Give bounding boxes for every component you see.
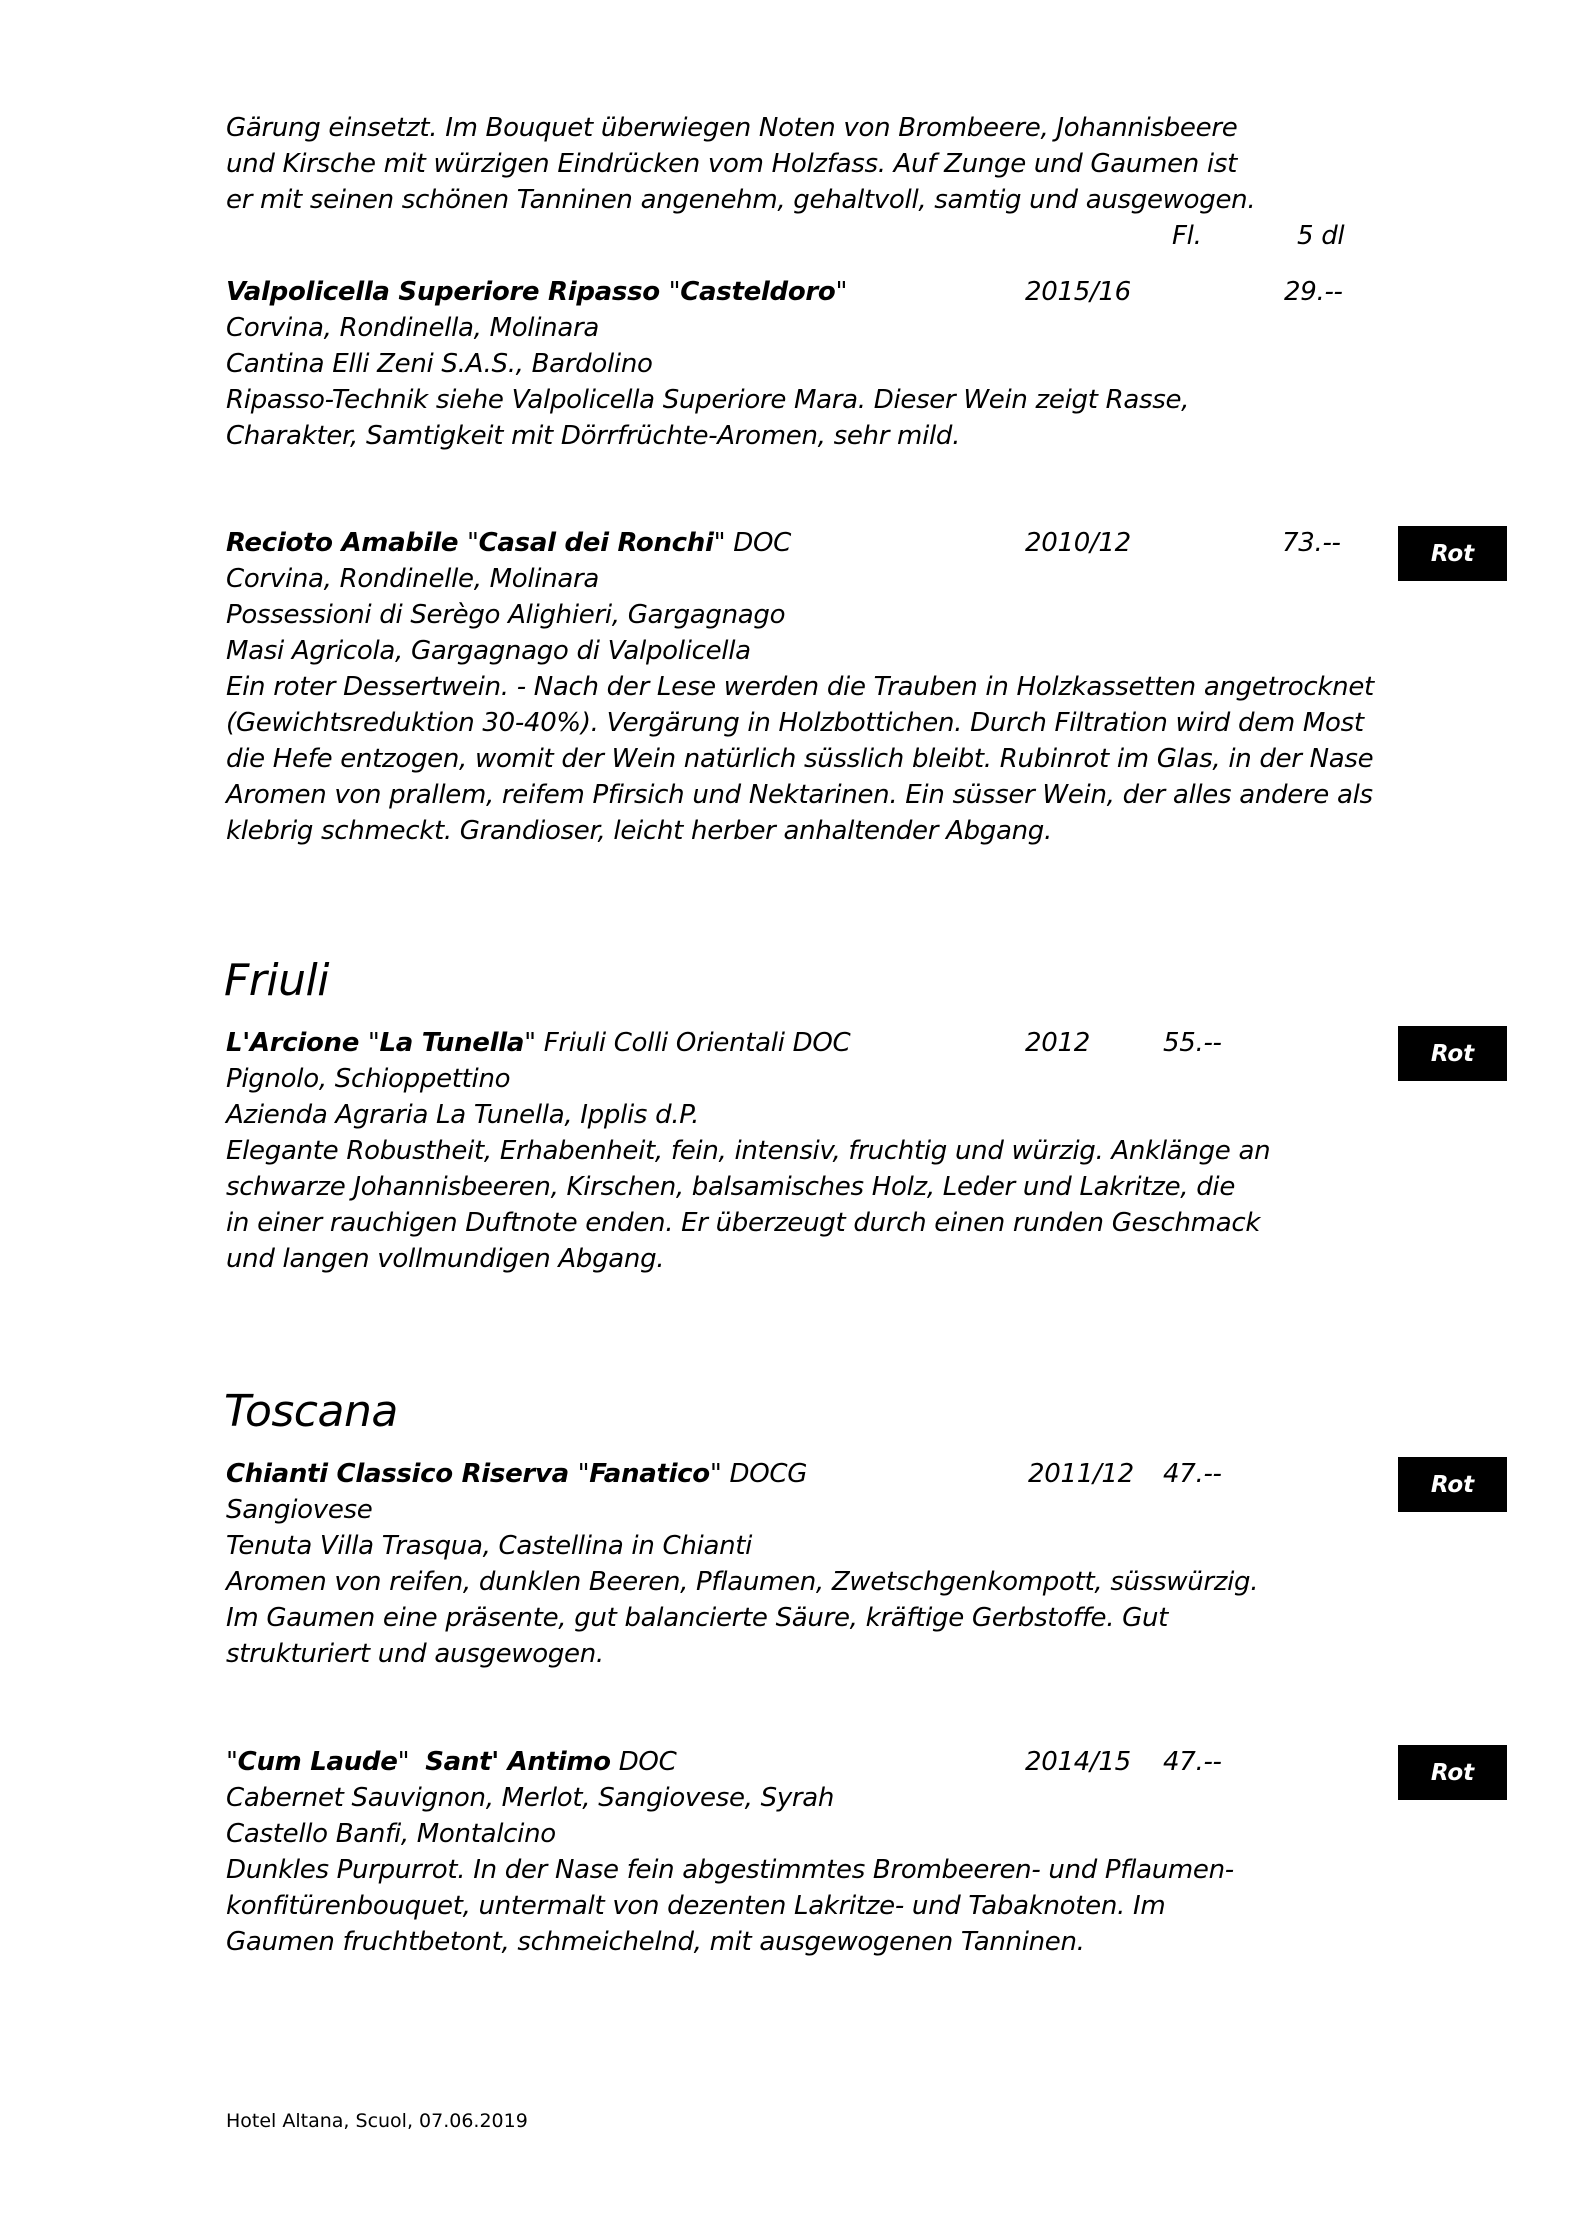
wine-year: 2010/12 [1025, 528, 1131, 558]
wine-grapes: Cabernet Sauvignon, Merlot, Sangiovese, Syrah [226, 1783, 835, 1813]
column-header-5dl: 5 dl [1297, 221, 1345, 251]
wine-name: Recioto Amabile "Casal dei Ronchi" DOC [226, 528, 791, 558]
wine-line: Dunkles Purpurrot. In der Nase fein abgestimmtes Brombeeren- und Pflaumen- [226, 1855, 1234, 1885]
text-line: er mit seinen schönen Tanninen angenehm, gehaltvoll, samtig und ausgewogen. [226, 185, 1256, 215]
wine-entry-arcione [226, 1025, 1270, 1277]
wine-color-badge: Rot [1398, 1457, 1507, 1512]
text-line: Gärung einsetzt. Im Bouquet überwiegen Noten von Brombeere, Johannisbeere [226, 113, 1238, 143]
wine-line: Possessioni di Serègo Alighieri, Gargagnago [226, 600, 786, 630]
region-heading-toscana: Toscana [224, 1386, 398, 1437]
page-footer: Hotel Altana, Scuol, 07.06.2019 [226, 2110, 528, 2132]
region-heading-friuli: Friuli [224, 955, 329, 1006]
wine-name: Valpolicella Superiore Ripasso "Casteldoro" [226, 277, 848, 307]
wine-line: und langen vollmundigen Abgang. [226, 1244, 665, 1274]
text-line: und Kirsche mit würzigen Eindrücken vom Holzfass. Auf Zunge und Gaumen ist [226, 149, 1237, 179]
wine-line: Im Gaumen eine präsente, gut balancierte Säure, kräftige Gerbstoffe. Gut [226, 1603, 1169, 1633]
wine-line: Ripasso-Technik siehe Valpolicella Superiore Mara. Dieser Wein zeigt Rasse, [226, 385, 1190, 415]
wine-line: strukturiert und ausgewogen. [226, 1639, 604, 1669]
wine-line: Gaumen fruchtbetont, schmeichelnd, mit ausgewogenen Tanninen. [226, 1927, 1085, 1957]
wine-line: Charakter, Samtigkeit mit Dörrfrüchte-Aromen, sehr mild. [226, 421, 961, 451]
wine-line: schwarze Johannisbeeren, Kirschen, balsamisches Holz, Leder und Lakritze, die [226, 1172, 1236, 1202]
wine-price-bottle: 47.-- [1163, 1459, 1222, 1489]
wine-line: Aromen von reifen, dunklen Beeren, Pflaumen, Zwetschgenkompott, süsswürzig. [226, 1567, 1259, 1597]
wine-line: in einer rauchigen Duftnote enden. Er überzeugt durch einen runden Geschmack [226, 1208, 1261, 1238]
wine-line: Aromen von prallem, reifem Pfirsich und Nektarinen. Ein süsser Wein, der alles andere als [226, 780, 1373, 810]
wine-year: 2015/16 [1025, 277, 1131, 307]
wine-line: Elegante Robustheit, Erhabenheit, fein, intensiv, fruchtig und würzig. Anklänge an [226, 1136, 1271, 1166]
wine-price-bottle: 55.-- [1163, 1028, 1222, 1058]
wine-price-5dl: 73.-- [1282, 528, 1341, 558]
wine-color-badge: Rot [1398, 1026, 1507, 1081]
wine-line: Cantina Elli Zeni S.A.S., Bardolino [226, 349, 653, 379]
wine-line: Ein roter Dessertwein. - Nach der Lese werden die Trauben in Holzkassetten angetrocknet [226, 672, 1374, 702]
wine-line: Masi Agricola, Gargagnago di Valpolicella [226, 636, 751, 666]
wine-year: 2014/15 [1025, 1747, 1131, 1777]
wine-grapes: Pignolo, Schioppettino [226, 1064, 511, 1094]
wine-line: Azienda Agraria La Tunella, Ipplis d.P. [226, 1100, 700, 1130]
wine-entry-recioto [226, 525, 1374, 849]
wine-line: Castello Banfi, Montalcino [226, 1819, 556, 1849]
wine-name: L'Arcione "La Tunella" Friuli Colli Orientali DOC [226, 1028, 851, 1058]
wine-line: (Gewichtsreduktion 30-40%). Vergärung in Holzbottichen. Durch Filtration wird dem Most [226, 708, 1364, 738]
wine-year: 2012 [1025, 1028, 1090, 1058]
wine-name: "Cum Laude" Sant' Antimo DOC [226, 1747, 677, 1777]
wine-line: Tenuta Villa Trasqua, Castellina in Chianti [226, 1531, 753, 1561]
wine-year: 2011/12 [1028, 1459, 1134, 1489]
wine-color-badge: Rot [1398, 526, 1507, 581]
wine-line: klebrig schmeckt. Grandioser, leicht herber anhaltender Abgang. [226, 816, 1052, 846]
wine-price-5dl: 29.-- [1284, 277, 1343, 307]
column-header-bottle: Fl. [1172, 221, 1202, 251]
wine-grapes: Sangiovese [226, 1495, 373, 1525]
intro-paragraph [226, 110, 1255, 218]
wine-grapes: Corvina, Rondinella, Molinara [226, 313, 599, 343]
wine-grapes: Corvina, Rondinelle, Molinara [226, 564, 600, 594]
wine-name: Chianti Classico Riserva "Fanatico" DOCG [226, 1459, 808, 1489]
wine-color-badge: Rot [1398, 1745, 1507, 1800]
wine-line: die Hefe entzogen, womit der Wein natürlich süsslich bleibt. Rubinrot im Glas, in der Nase [226, 744, 1374, 774]
wine-line: konfitürenbouquet, untermalt von dezenten Lakritze- und Tabaknoten. Im [226, 1891, 1166, 1921]
wine-price-bottle: 47.-- [1163, 1747, 1222, 1777]
